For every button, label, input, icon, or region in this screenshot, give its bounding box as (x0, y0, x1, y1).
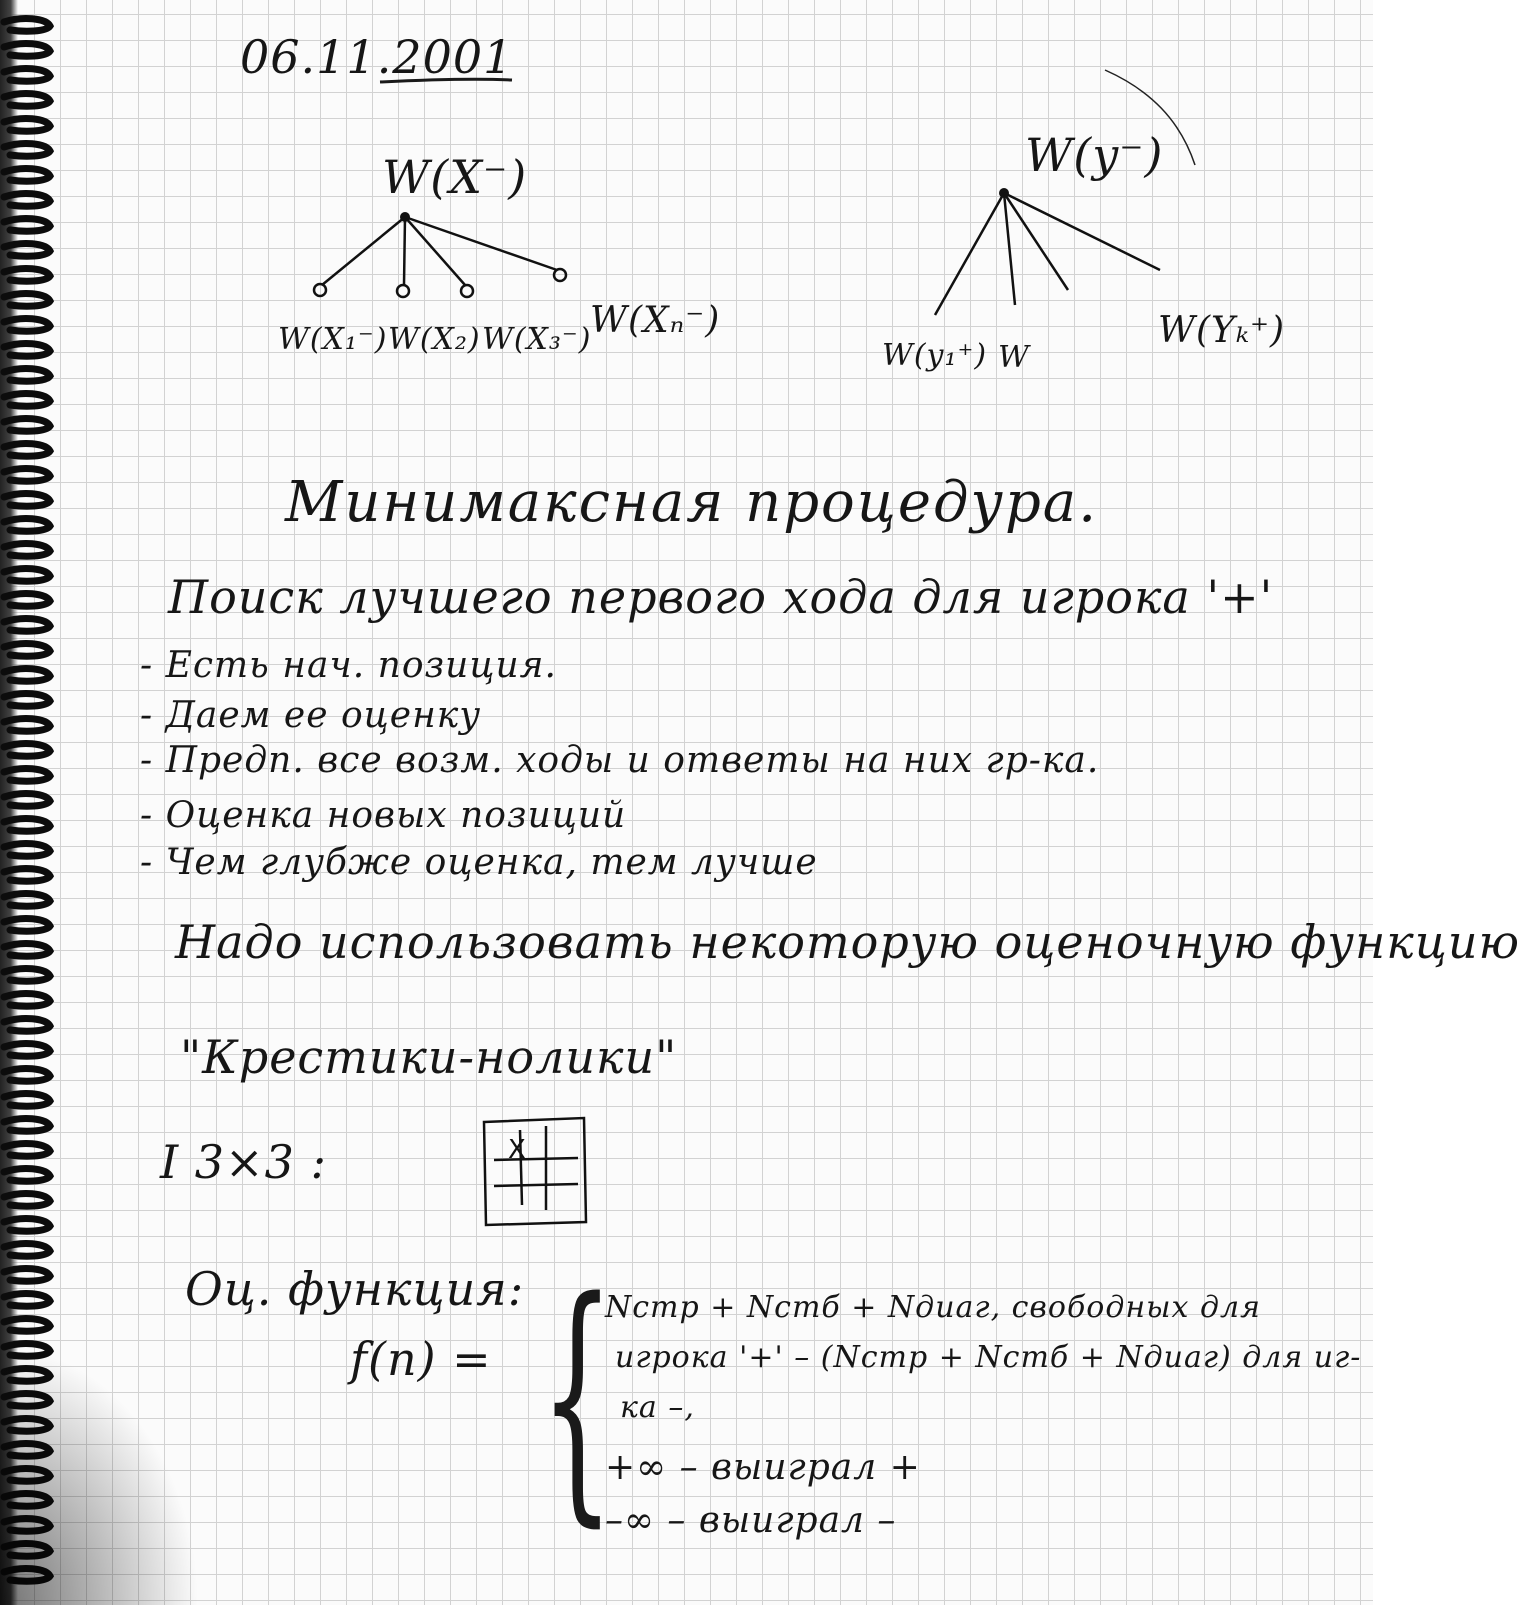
case-1: Nстр + Nстб + Nдиаг, свободных для (605, 1290, 1261, 1325)
grid-label: I 3×3 : (160, 1135, 327, 1189)
bullet-4: - Оценка новых позиций (140, 795, 627, 836)
tree-right-root: W(y⁻) (1025, 128, 1164, 182)
subheading: Поиск лучшего первого хода для игрока '+' (168, 570, 1274, 624)
bullet-2: - Даем ее оценку (140, 695, 482, 736)
tree-right-child-3: W(Yₖ⁺) (1158, 310, 1285, 351)
tree-left-child-4: W(Xₙ⁻) (590, 300, 721, 341)
formula-brace: { (540, 1247, 615, 1549)
formula-lhs: f(n) = (350, 1332, 492, 1386)
bullet-3: - Предп. все возм. ходы и ответы на них гр-ка. (140, 740, 1100, 781)
game-title: "Крестики-нолики" (180, 1030, 678, 1084)
tree-left-child-3: W(X₃⁻) (482, 322, 592, 357)
function-label: Оц. функция: (185, 1262, 525, 1316)
bullet-1: - Есть нач. позиция. (140, 645, 557, 686)
tree-right-child-2: W (998, 340, 1030, 375)
heading: Минимаксная процедура. (285, 470, 1098, 535)
case-2: игрока '+' – (Nстр + Nстб + Nдиаг) для иг- (615, 1340, 1362, 1375)
date: 06.11.2001 (240, 30, 514, 84)
case-5: –∞ – выиграл – (605, 1500, 897, 1541)
grid-mark: X (508, 1135, 526, 1165)
case-4: +∞ – выиграл + (605, 1447, 921, 1488)
case-3: ка –, (620, 1390, 695, 1425)
note: Надо использовать некоторую оценочную функцию (175, 915, 1520, 969)
tree-left-root: W(X⁻) (382, 150, 528, 204)
bullet-5: - Чем глубже оценка, тем лучше (140, 842, 818, 883)
tree-left-child-1: W(X₁⁻) (278, 322, 388, 357)
tree-left-child-2: W(X₂) (388, 322, 481, 357)
tree-right-child-1: W(y₁⁺) (882, 338, 988, 373)
